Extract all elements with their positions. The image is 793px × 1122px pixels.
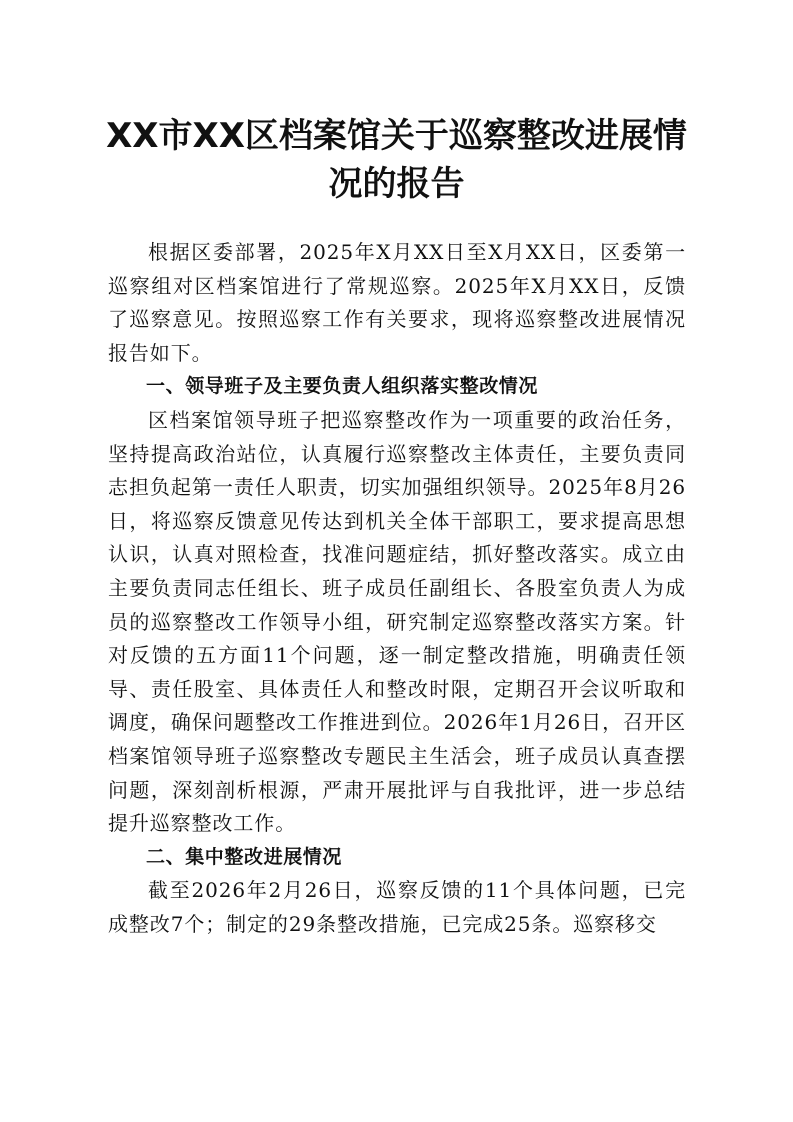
- section-2-paragraph: 截至2026年2月26日，巡察反馈的11个具体问题，已完成整改7个；制定的29条整改措施，已完成25条。巡察移交: [108, 878, 686, 936]
- intro-paragraph: 根据区委部署，2025年X月XX日至X月XX日，区委第一巡察组对区档案馆进行了常规巡察。2025年X月XX日，反馈了巡察意见。按照巡察工作有关要求，现将巡察整改进展情况报告如下。: [108, 240, 686, 365]
- section-1-paragraph: 区档案馆领导班子把巡察整改作为一项重要的政治任务，坚持提高政治站位，认真履行巡察整改主体责任，主要负责同志担负起第一责任人职责，切实加强组织领导。2025年8月26日，将巡察反馈意见传达到机关全体干部职工，要求提高思想认识，认真对照检查，找准问题症结，抓好整改落实。成立由主要负责同志任组长、班子成员任副组长、各股室负责人为成员的巡察整改工作领导小组，研究制定巡察整改落实方案。针对反馈的五方面11个问题，逐一制定整改措施，明确责任领导、责任股室、具体责任人和整改时限，定期召开会议听取和调度，确保问题整改工作推进到位。2026年1月26日，召开区档案馆领导班子巡察整改专题民主生活会，班子成员认真查摆问题，深刻剖析根源，严肃开展批评与自我批评，进一步总结提升巡察整改工作。: [108, 407, 686, 836]
- document-title: XX市XX区档案馆关于巡察整改进展情况的报告: [106, 116, 687, 204]
- document-body: [108, 236, 686, 941]
- section-heading-1: 一、领导班子及主要负责人组织落实整改情况: [146, 375, 539, 398]
- section-heading-2: 二、集中整改进展情况: [146, 845, 343, 868]
